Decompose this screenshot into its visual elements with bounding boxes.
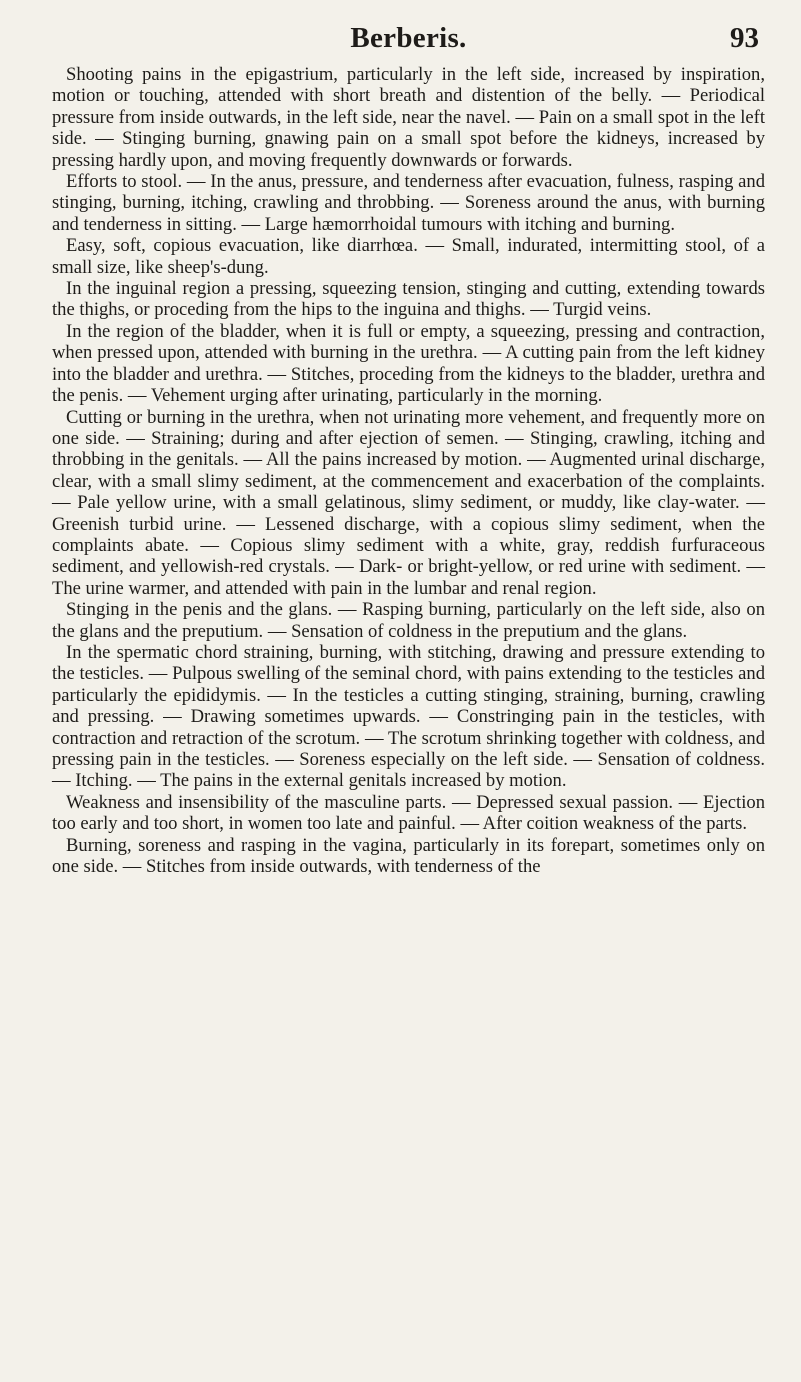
paragraph-evacuation: Easy, soft, copious evacuation, like diarrhœa. — Small, indurated, intermitting stool, of a small size, like sheep's-dung. — [52, 235, 765, 278]
page-header — [52, 0, 765, 64]
paragraph-epigastrium: Shooting pains in the epigastrium, particularly in the left side, increased by inspiration, motion or touching, attended with short breath and distention of the belly. — Periodical pressure from inside outwards, in the left side, near the navel. — Pain on a small spot in the left side. — Stinging burning, gnawing pain on a small spot before the kidneys, increased by pressing hardly upon, and moving frequently downwards or forwards. — [52, 64, 765, 171]
paragraph-urethra-urine: Cutting or burning in the urethra, when not urinating more vehement, and frequently more on one side. — Straining; during and after ejection of semen. — Stinging, crawling, itching and throbbing in the genitals. — All the pains increased by motion. — Augmented urinal discharge, clear, with a small slimy sediment, at the commencement and exacerbation of the complaints. — Pale yellow urine, with a small gelatinous, slimy sediment, or muddy, like clay-water. — Greenish turbid urine. — Lessened discharge, with a copious slimy sediment, when the complaints abate. — Copious slimy sediment with a white, gray, reddish furfuraceous sediment, and yellowish-red crystals. — Dark- or bright-yellow, or red urine with sediment. — The urine warmer, and attended with pain in the lumbar and renal region. — [52, 406, 765, 599]
paragraph-stool-anus: Efforts to stool. — In the anus, pressure, and tenderness after evacuation, fulness, rasping and stinging, burning, itching, crawling and throbbing. — Soreness around the anus, with burning and tenderness in sitting. — Large hæmorrhoidal tumours with itching and burning. — [52, 171, 765, 235]
page-number: 93 — [730, 22, 759, 54]
body-text — [52, 64, 765, 877]
paragraph-weakness: Weakness and insensibility of the masculine parts. — Depressed sexual passion. — Ejection too early and too short, in women too late and painful. — After coition weakness of the parts. — [52, 791, 765, 835]
paragraph-vagina: Burning, soreness and rasping in the vagina, particularly in its forepart, sometimes only on one side. — Stitches from inside outwards, with tenderness of the — [52, 834, 765, 878]
paragraph-penis: Stinging in the penis and the glans. — Rasping burning, particularly on the left side, also on the glans and the preputium. — Sensation of coldness in the preputium and the glans. — [52, 599, 765, 642]
running-title: Berberis. — [350, 22, 467, 54]
paragraph-inguinal: In the inguinal region a pressing, squeezing tension, stinging and cutting, extending towards the thighs, or proceding from the hips to the inguina and thighs. — Turgid veins. — [52, 278, 765, 321]
paragraph-bladder: In the region of the bladder, when it is full or empty, a squeezing, pressing and contraction, when pressed upon, attended with burning in the urethra. — A cutting pain from the left kidney into the bladder and urethra. — Stitches, proceding from the kidneys to the bladder, urethra and the penis. — Vehement urging after urinating, particularly in the morning. — [52, 320, 765, 407]
paragraph-spermatic-chord: In the spermatic chord straining, burning, with stitching, drawing and pressure extending to the testicles. — Pulpous swelling of the seminal chord, with pains extending to the testicles and particularly the epididymis. — In the testicles a cutting stinging, straining, burning, crawling and pressing. — Drawing sometimes upwards. — Constringing pain in the testicles, with contraction and retraction of the scrotum. — The scrotum shrinking together with coldness, and pressing pain in the testicles. — Soreness especially on the left side. — Sensation of coldness. — Itching. — The pains in the external genitals increased by motion. — [52, 641, 765, 792]
